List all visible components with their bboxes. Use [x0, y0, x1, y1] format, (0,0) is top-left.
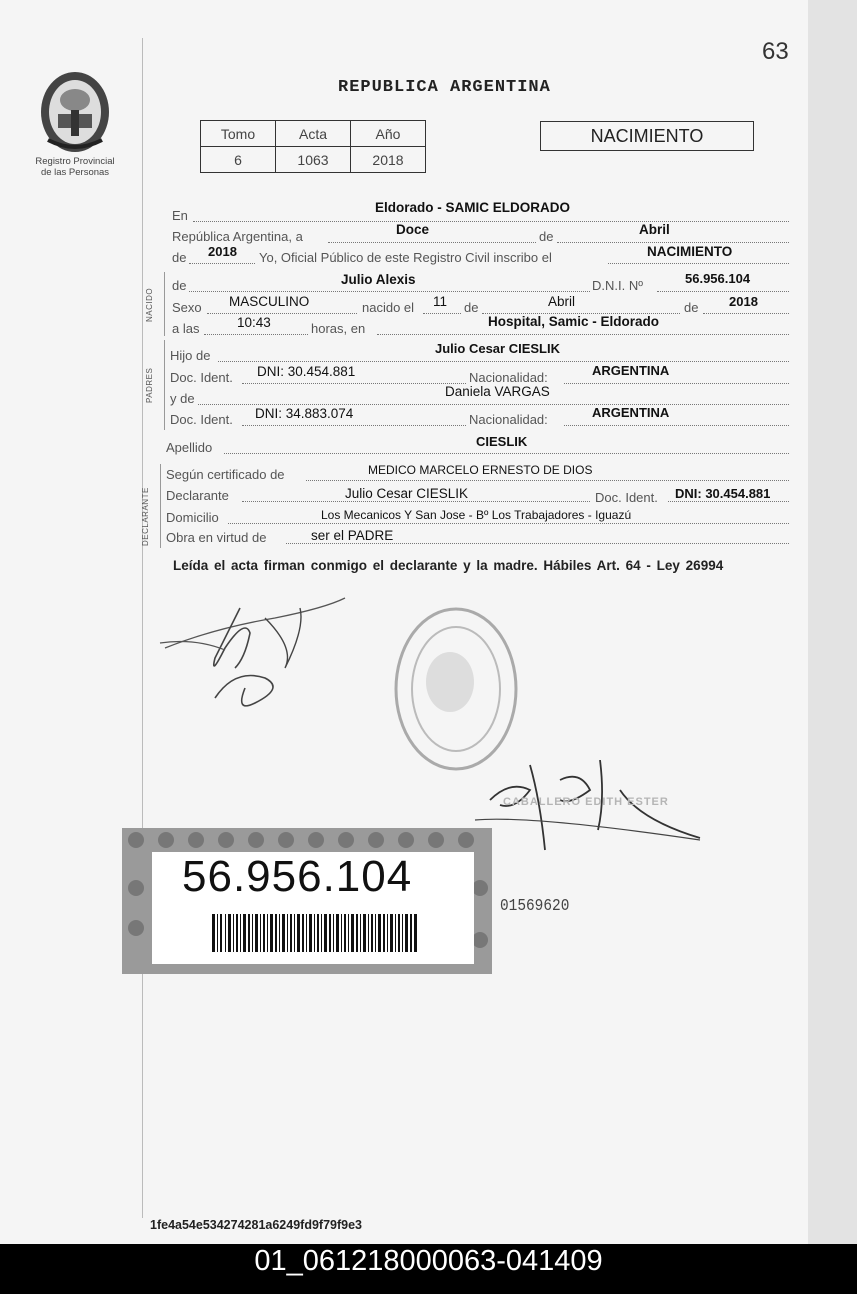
label-en: En: [172, 208, 188, 223]
label-de2: de: [172, 250, 187, 265]
label-doc-ident2: Doc. Ident.: [170, 412, 233, 427]
value-anio-nac: 2018: [729, 294, 758, 309]
dotted-line: [189, 263, 255, 264]
side-label-declarante: DECLARANTE: [141, 487, 150, 546]
logo-caption-line1: Registro Provincial: [35, 156, 115, 167]
label-segun: Según certificado de: [166, 467, 285, 482]
value-madre-doc: DNI: 34.883.074: [255, 406, 354, 421]
label-sexo: Sexo: [172, 300, 202, 315]
value-madre: Daniela VARGAS: [445, 384, 550, 399]
header-acta: Acta: [276, 121, 351, 147]
label-de3: de: [464, 300, 479, 315]
document-hash: 1fe4a54e534274281a6249fd9f79f9e3: [150, 1218, 362, 1232]
value-padre: Julio Cesar CIESLIK: [435, 341, 560, 356]
label-declarante: Declarante: [166, 488, 229, 503]
dotted-line: [204, 334, 308, 335]
declarant-signature: [155, 588, 355, 723]
value-certificado: MEDICO MARCELO ERNESTO DE DIOS: [368, 463, 593, 477]
value-mes-nac: Abril: [548, 294, 576, 309]
value-domicilio: Los Mecanicos Y San Jose - Bº Los Trabajadores - Iguazú: [321, 508, 632, 522]
control-number: 01569620: [500, 897, 570, 916]
value-dia-nac: 11: [433, 294, 448, 309]
dotted-line: [306, 480, 789, 481]
dotted-line: [242, 425, 466, 426]
value-lugar-nac: Hospital, Samic - Eldorado: [488, 314, 660, 329]
label-yo: Yo, Oficial Público de este Registro Civil inscribo el: [259, 250, 552, 265]
value-hora: 10:43: [237, 315, 271, 330]
dotted-line: [242, 501, 590, 502]
value-apellido: CIESLIK: [476, 434, 528, 449]
logo-caption-line2: de las Personas: [40, 167, 110, 178]
value-obra: ser el PADRE: [311, 528, 394, 543]
sticker-dni-number: 56.956.104: [182, 852, 413, 901]
label-nacido-el: nacido el: [362, 300, 415, 315]
page-number: 63: [762, 38, 789, 65]
label-dni: D.N.I. Nº: [592, 278, 643, 293]
label-doc-ident1: Doc. Ident.: [170, 370, 233, 385]
value-mes: Abril: [639, 222, 670, 237]
value-declarante-doc: DNI: 30.454.881: [675, 486, 771, 501]
value-anio: 2018: [351, 147, 426, 173]
dotted-line: [286, 543, 789, 544]
dotted-line: [557, 242, 789, 243]
label-doc-ident3: Doc. Ident.: [595, 490, 658, 505]
barcode-icon: [212, 914, 417, 952]
footer-id: 01_061218000063-041409: [254, 1245, 603, 1277]
value-declarante: Julio Cesar CIESLIK: [345, 486, 469, 501]
value-padre-nac: ARGENTINA: [592, 363, 670, 378]
value-padre-doc: DNI: 30.454.881: [257, 364, 356, 379]
dotted-line: [328, 242, 536, 243]
dotted-line: [608, 263, 789, 264]
dotted-line: [564, 383, 789, 384]
value-sexo: MASCULINO: [229, 294, 310, 309]
page-edge-shadow: [808, 0, 857, 1244]
label-de4: de: [684, 300, 699, 315]
label-a-las: a las: [172, 321, 200, 336]
record-table: [200, 120, 426, 173]
label-y-de: y de: [170, 391, 195, 406]
dotted-line: [228, 523, 789, 524]
dotted-line: [377, 334, 789, 335]
section-divider: [164, 340, 165, 430]
record-table-values: [201, 147, 426, 173]
value-tomo: 6: [201, 147, 276, 173]
dotted-line: [198, 404, 789, 405]
record-table-header: [201, 121, 426, 147]
official-seal-icon: [392, 604, 520, 774]
document-title: REPUBLICA ARGENTINA: [338, 78, 551, 97]
label-nacionalidad1: Nacionalidad:: [469, 370, 548, 385]
registry-logo-icon: [38, 70, 112, 154]
dotted-line: [564, 425, 789, 426]
label-obra: Obra en virtud de: [166, 530, 267, 545]
header-tomo: Tomo: [201, 121, 276, 147]
registry-logo-caption: [22, 156, 128, 178]
dotted-line: [193, 221, 789, 222]
value-dni: 56.956.104: [685, 271, 751, 286]
value-inscribo: NACIMIENTO: [647, 244, 733, 259]
label-domicilio: Domicilio: [166, 510, 219, 525]
label-nacionalidad2: Nacionalidad:: [469, 412, 548, 427]
value-acta: 1063: [276, 147, 351, 173]
side-label-nacido: NACIDO: [145, 287, 154, 322]
act-type-box: NACIMIENTO: [540, 121, 754, 151]
section-divider: [164, 272, 165, 336]
header-anio: Año: [351, 121, 426, 147]
official-name-stamp: CABALLERO EDITH ESTER: [503, 796, 669, 808]
dotted-line: [423, 313, 461, 314]
label-horas-en: horas, en: [311, 321, 366, 336]
value-dia: Doce: [396, 222, 430, 237]
section-divider: [160, 464, 161, 548]
margin-line: [142, 38, 143, 1218]
side-label-padres: PADRES: [145, 367, 154, 403]
dotted-line: [242, 383, 466, 384]
value-nombre: Julio Alexis: [341, 272, 416, 287]
dotted-line: [207, 313, 357, 314]
value-lugar: Eldorado - SAMIC ELDORADO: [375, 200, 570, 215]
dotted-line: [668, 501, 789, 502]
dotted-line: [218, 361, 789, 362]
label-de: de: [539, 229, 554, 244]
dotted-line: [657, 291, 789, 292]
statement-text: Leída el acta firman conmigo el declarante y la madre. Hábiles Art. 64 - Ley 26994: [173, 558, 724, 573]
dotted-line: [703, 313, 789, 314]
label-de-nacido: de: [172, 278, 187, 293]
dotted-line: [189, 291, 590, 292]
value-anio: 2018: [208, 244, 237, 259]
label-republica: República Argentina, a: [172, 229, 303, 244]
label-hijo-de: Hijo de: [170, 348, 211, 363]
label-apellido: Apellido: [166, 440, 213, 455]
value-madre-nac: ARGENTINA: [592, 405, 670, 420]
dotted-line: [224, 453, 789, 454]
